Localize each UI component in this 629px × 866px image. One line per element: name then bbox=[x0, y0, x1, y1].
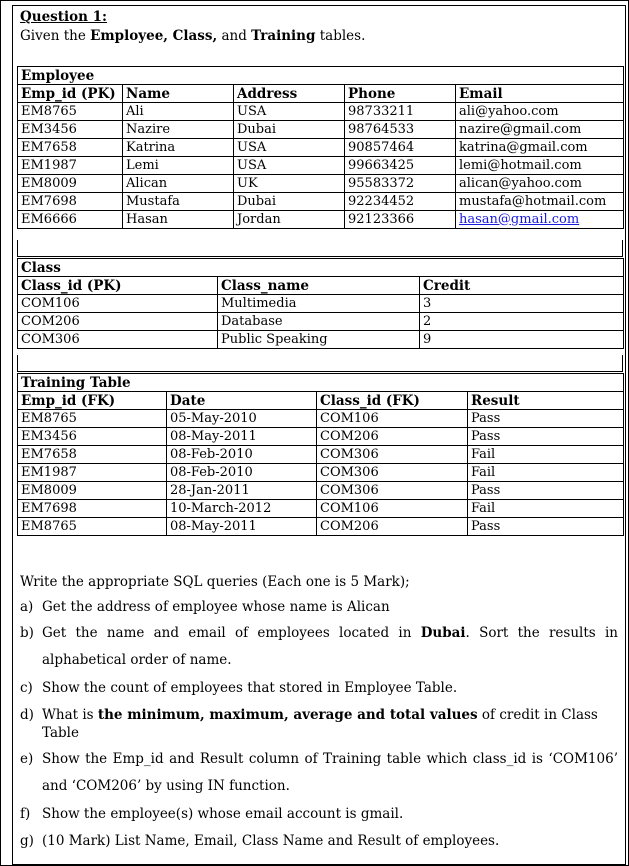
question-b-pre: Get the name and email of employees located in bbox=[42, 625, 421, 641]
emp-id-cell: EM8765 bbox=[18, 518, 167, 536]
result-cell: Pass bbox=[468, 428, 624, 446]
class-id-cell: COM306 bbox=[317, 446, 468, 464]
question-label: g) bbox=[20, 833, 34, 849]
table-row bbox=[18, 428, 624, 446]
intro-training: Training bbox=[251, 28, 316, 44]
result-cell: Fail bbox=[468, 464, 624, 482]
credit-cell: 3 bbox=[420, 295, 624, 313]
class-table-title: Class bbox=[18, 259, 624, 277]
class-name-cell: Multimedia bbox=[218, 295, 420, 313]
class-id-cell: COM106 bbox=[18, 295, 218, 313]
email-link[interactable]: hasan@gmail.com bbox=[456, 211, 624, 229]
class-id-cell: COM206 bbox=[317, 428, 468, 446]
phone-cell: 98733211 bbox=[345, 103, 456, 121]
class-table bbox=[17, 258, 624, 349]
name-cell: Hasan bbox=[123, 211, 234, 229]
class-id-cell: COM206 bbox=[317, 518, 468, 536]
question-list bbox=[20, 598, 618, 859]
emp-id-cell: EM8765 bbox=[18, 103, 123, 121]
question-d bbox=[20, 706, 618, 742]
phone-cell: 99663425 bbox=[345, 157, 456, 175]
class-name-cell: Public Speaking bbox=[218, 331, 420, 349]
emp-id-cell: EM8009 bbox=[18, 482, 167, 500]
question-text: (10 Mark) List Name, Email, Class Name and Result of employees. bbox=[42, 833, 500, 849]
table-row bbox=[18, 103, 624, 121]
table-row bbox=[18, 331, 624, 349]
question-label: f) bbox=[20, 806, 31, 822]
table-row bbox=[18, 121, 624, 139]
emp-id-cell: EM6666 bbox=[18, 211, 123, 229]
employee-header-empid: Emp_id (PK) bbox=[18, 85, 123, 103]
table-row bbox=[18, 313, 624, 331]
class-name-cell: Database bbox=[218, 313, 420, 331]
emp-id-cell: EM3456 bbox=[18, 428, 167, 446]
question-text bbox=[42, 706, 618, 742]
question-d-post: of credit in Class Table bbox=[42, 707, 598, 741]
address-cell: USA bbox=[234, 139, 345, 157]
employee-header-address: Address bbox=[234, 85, 345, 103]
table-row bbox=[18, 518, 624, 536]
date-cell: 28-Jan-2011 bbox=[167, 482, 317, 500]
question-b-bold: Dubai bbox=[420, 625, 466, 641]
emp-id-cell: EM7658 bbox=[18, 446, 167, 464]
table-row bbox=[18, 295, 624, 313]
name-cell: Lemi bbox=[123, 157, 234, 175]
address-cell: UK bbox=[234, 175, 345, 193]
question-d-bold: the minimum, maximum, average and total values bbox=[97, 707, 478, 723]
date-cell: 05-May-2010 bbox=[167, 410, 317, 428]
class-header-credit: Credit bbox=[420, 277, 624, 295]
question-label: d) bbox=[20, 707, 34, 723]
date-cell: 10-March-2012 bbox=[167, 500, 317, 518]
class-id-cell: COM206 bbox=[18, 313, 218, 331]
class-id-cell: COM106 bbox=[317, 500, 468, 518]
question-f bbox=[20, 805, 618, 823]
training-header-classid: Class_id (FK) bbox=[317, 392, 468, 410]
employee-table-title: Employee bbox=[18, 67, 624, 85]
table-row bbox=[18, 139, 624, 157]
phone-cell: 90857464 bbox=[345, 139, 456, 157]
question-frame bbox=[12, 5, 626, 865]
class-id-cell: COM106 bbox=[317, 410, 468, 428]
result-cell: Pass bbox=[468, 518, 624, 536]
intro-employee: Employee, Class, bbox=[90, 28, 218, 44]
instructions: Write the appropriate SQL queries (Each one is 5 Mark); bbox=[20, 574, 410, 590]
table-spacer bbox=[17, 240, 623, 257]
table-spacer bbox=[17, 355, 623, 372]
email-cell: mustafa@hotmail.com bbox=[456, 193, 624, 211]
table-row bbox=[18, 446, 624, 464]
table-row bbox=[18, 410, 624, 428]
date-cell: 08-Feb-2010 bbox=[167, 464, 317, 482]
question-text bbox=[42, 620, 618, 674]
phone-cell: 92123366 bbox=[345, 211, 456, 229]
training-header-date: Date bbox=[167, 392, 317, 410]
emp-id-cell: EM8765 bbox=[18, 410, 167, 428]
question-g bbox=[20, 832, 618, 850]
question-e bbox=[20, 746, 618, 800]
email-cell: alican@yahoo.com bbox=[456, 175, 624, 193]
email-cell: katrina@gmail.com bbox=[456, 139, 624, 157]
emp-id-cell: EM7658 bbox=[18, 139, 123, 157]
credit-cell: 2 bbox=[420, 313, 624, 331]
question-b bbox=[20, 620, 618, 674]
training-table-title: Training Table bbox=[18, 374, 624, 392]
emp-id-cell: EM7698 bbox=[18, 500, 167, 518]
name-cell: Katrina bbox=[123, 139, 234, 157]
question-intro bbox=[20, 28, 365, 44]
emp-id-cell: EM3456 bbox=[18, 121, 123, 139]
class-id-cell: COM306 bbox=[317, 464, 468, 482]
result-cell: Pass bbox=[468, 410, 624, 428]
class-header-id: Class_id (PK) bbox=[18, 277, 218, 295]
date-cell: 08-Feb-2010 bbox=[167, 446, 317, 464]
address-cell: USA bbox=[234, 157, 345, 175]
table-row bbox=[18, 157, 624, 175]
question-label: e) bbox=[20, 751, 34, 767]
question-label: b) bbox=[20, 625, 34, 641]
question-text: Show the employee(s) whose email account is gmail. bbox=[42, 806, 404, 822]
table-row bbox=[18, 175, 624, 193]
name-cell: Mustafa bbox=[123, 193, 234, 211]
emp-id-cell: EM8009 bbox=[18, 175, 123, 193]
date-cell: 08-May-2011 bbox=[167, 518, 317, 536]
phone-cell: 92234452 bbox=[345, 193, 456, 211]
question-text: Get the address of employee whose name is Alican bbox=[42, 599, 390, 615]
emp-id-cell: EM7698 bbox=[18, 193, 123, 211]
email-cell: ali@yahoo.com bbox=[456, 103, 624, 121]
address-cell: USA bbox=[234, 103, 345, 121]
emp-id-cell: EM1987 bbox=[18, 157, 123, 175]
employee-header-phone: Phone bbox=[345, 85, 456, 103]
name-cell: Nazire bbox=[123, 121, 234, 139]
table-row bbox=[18, 193, 624, 211]
table-row bbox=[18, 500, 624, 518]
question-d-pre: What is bbox=[42, 707, 98, 723]
phone-cell: 95583372 bbox=[345, 175, 456, 193]
question-a bbox=[20, 598, 618, 616]
table-row bbox=[18, 211, 624, 229]
employee-header-name: Name bbox=[123, 85, 234, 103]
credit-cell: 9 bbox=[420, 331, 624, 349]
training-table bbox=[17, 373, 624, 536]
class-id-cell: COM306 bbox=[18, 331, 218, 349]
table-row bbox=[18, 482, 624, 500]
email-cell: nazire@gmail.com bbox=[456, 121, 624, 139]
name-cell: Alican bbox=[123, 175, 234, 193]
emp-id-cell: EM1987 bbox=[18, 464, 167, 482]
email-cell: lemi@hotmail.com bbox=[456, 157, 624, 175]
phone-cell: 98764533 bbox=[345, 121, 456, 139]
question-text: Show the Emp_id and Result column of Training table which class_id is ‘COM106’ and ‘COM206’ by using IN function. bbox=[42, 751, 618, 794]
question-b-post: . Sort the results in alphabetical order of name. bbox=[42, 625, 618, 668]
question-text: Show the count of employees that stored in Employee Table. bbox=[42, 680, 458, 696]
address-cell: Dubai bbox=[234, 193, 345, 211]
class-header-name: Class_name bbox=[218, 277, 420, 295]
training-header-empid: Emp_id (FK) bbox=[18, 392, 167, 410]
employee-table bbox=[17, 66, 624, 229]
training-header-result: Result bbox=[468, 392, 624, 410]
class-id-cell: COM306 bbox=[317, 482, 468, 500]
table-row bbox=[18, 464, 624, 482]
question-label: a) bbox=[20, 599, 34, 615]
name-cell: Ali bbox=[123, 103, 234, 121]
intro-suffix: tables. bbox=[315, 28, 366, 44]
address-cell: Dubai bbox=[234, 121, 345, 139]
employee-header-email: Email bbox=[456, 85, 624, 103]
question-heading: Question 1: bbox=[20, 9, 108, 25]
result-cell: Pass bbox=[468, 482, 624, 500]
intro-prefix: Given the bbox=[20, 28, 91, 44]
address-cell: Jordan bbox=[234, 211, 345, 229]
result-cell: Fail bbox=[468, 500, 624, 518]
intro-and: and bbox=[217, 28, 252, 44]
question-label: c) bbox=[20, 680, 33, 696]
question-c bbox=[20, 679, 618, 697]
date-cell: 08-May-2011 bbox=[167, 428, 317, 446]
result-cell: Fail bbox=[468, 446, 624, 464]
